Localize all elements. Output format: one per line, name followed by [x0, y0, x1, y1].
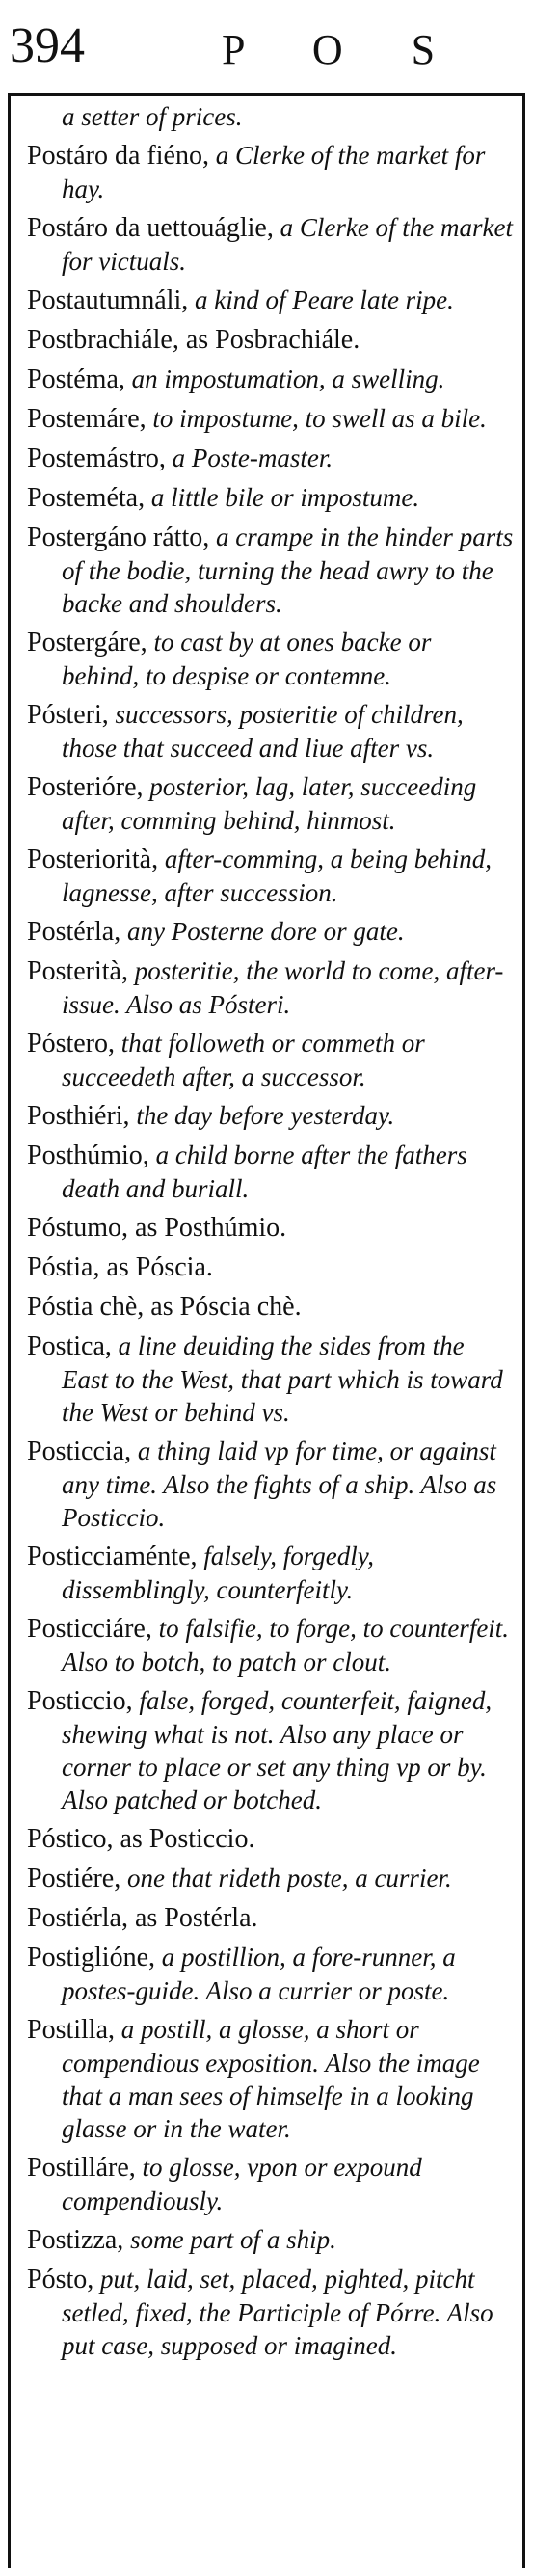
dictionary-entry	[27, 915, 514, 949]
dictionary-entry	[27, 211, 514, 278]
entry-definition: after-comming, a being behind, lagnesse, after succession.	[62, 845, 492, 907]
dictionary-entry	[27, 402, 514, 436]
dictionary-entry	[27, 698, 514, 765]
dictionary-entry	[27, 1862, 514, 1895]
entry-headword: Posthiéri,	[27, 1101, 130, 1131]
dictionary-entry	[27, 1901, 514, 1935]
entry-headword: Posticcio,	[27, 1686, 133, 1716]
entry-definition: a thing laid vp for time, or against any time. Also the fights of a ship. Also as Posticcio.	[62, 1436, 497, 1532]
dictionary-entry	[27, 770, 514, 837]
entry-headword: Postemáre,	[27, 404, 147, 434]
entry-headword: Postilláre,	[27, 2153, 136, 2183]
right-rule	[522, 93, 525, 2568]
entry-headword: Postéma,	[27, 364, 125, 394]
entry-headword: Posterità,	[27, 956, 128, 986]
dictionary-entry	[27, 1250, 514, 1284]
page-number: 394	[10, 18, 85, 73]
entry-definition: an impostumation, a swelling.	[124, 364, 445, 393]
entry-definition: a postillion, a fore-runner, a postes-guide. Also a currier or poste.	[62, 1943, 456, 2005]
dictionary-entry	[27, 1329, 514, 1429]
entry-definition: a Clerke of the market for victuals.	[62, 213, 514, 276]
entry-definition: a setter of prices.	[62, 102, 243, 131]
dictionary-entry	[27, 1435, 514, 1534]
dictionary-entries	[27, 100, 514, 2566]
dictionary-entry	[27, 2263, 514, 2362]
dictionary-entry	[27, 442, 514, 475]
entry-headword: Posteriorità,	[27, 845, 159, 874]
dictionary-entry	[27, 362, 514, 396]
dictionary-entry	[27, 481, 514, 515]
entry-definition: that followeth or commeth or succeedeth after, a successor.	[62, 1029, 425, 1091]
dictionary-entry	[27, 1290, 514, 1324]
entry-headword: Posterióre,	[27, 772, 144, 802]
dictionary-entry	[27, 1612, 514, 1678]
entry-definition: to impostume, to swell as a bile.	[146, 404, 487, 433]
dictionary-entry	[27, 626, 514, 692]
entry-headword: Póstia, as Póscia.	[27, 1252, 213, 1282]
dictionary-entry	[27, 1822, 514, 1856]
entry-definition: false, forged, counterfeit, faigned, shewing what is not. Also any place or corner to place or set any thing vp or by. Also patched or botched.	[62, 1686, 493, 1814]
entry-headword: Postérla,	[27, 917, 121, 947]
dictionary-entry	[27, 1941, 514, 2007]
entry-headword: Postemástro,	[27, 443, 166, 473]
dictionary-entry	[27, 843, 514, 909]
entry-definition: to falsifie, to forge, to counterfeit. Also to botch, to patch or clout.	[62, 1614, 510, 1677]
entry-definition: a line deuiding the sides from the East to the West, that part which is toward the West or behind vs.	[62, 1331, 503, 1427]
entry-definition: put, laid, set, placed, pighted, pitcht setled, fixed, the Participle of Pórre. Also put case, supposed or imagined.	[62, 2265, 493, 2360]
entry-headword: Póstero,	[27, 1029, 115, 1059]
running-head: P O S	[222, 26, 465, 73]
dictionary-entry	[27, 1211, 514, 1245]
entry-headword: Postáro da uettouáglie,	[27, 213, 274, 243]
entry-headword: Posticciáre,	[27, 1614, 152, 1644]
entry-definition: to cast by at ones backe or behind, to despise or contemne.	[62, 628, 432, 690]
dictionary-entry	[27, 323, 514, 357]
entry-definition: a Poste-master.	[165, 443, 333, 472]
entry-headword: Postizza,	[27, 2225, 124, 2255]
entry-headword: Póstico, as Posticcio.	[27, 1824, 255, 1854]
dictionary-entry	[27, 139, 514, 205]
entry-definition: one that rideth poste, a currier.	[120, 1864, 452, 1892]
entry-headword: Postiérla, as Postérla.	[27, 1903, 258, 1933]
entry-definition: a kind of Peare late ripe.	[188, 285, 454, 314]
entry-definition: a crampe in the hinder parts of the bodie, turning the head awry to the backe and shoulders.	[62, 523, 514, 618]
entry-headword: Póstia chè, as Póscia chè.	[27, 1292, 302, 1322]
dictionary-entry	[27, 2151, 514, 2217]
entry-headword: Posteméta,	[27, 483, 146, 513]
dictionary-entry	[27, 521, 514, 620]
left-rule	[8, 93, 11, 2568]
entry-headword: Postergáno rátto,	[27, 523, 210, 552]
entry-definition: posteritie, the world to come, after-issue. Also as Pósteri.	[62, 956, 504, 1019]
dictionary-entry	[27, 2013, 514, 2145]
entry-definition: a child borne after the fathers death and buriall.	[62, 1140, 467, 1203]
entry-definition: a postill, a glosse, a short or compendious exposition. Also the image that a man sees of himselfe in a looking glasse or in the water.	[62, 2015, 480, 2143]
entry-definition: successors, posteritie of children, those that succeed and liue after vs.	[62, 700, 464, 763]
entry-headword: Postautumnáli,	[27, 285, 189, 315]
entry-definition: a little bile or impostume.	[145, 483, 420, 512]
dictionary-entry	[27, 2223, 514, 2257]
dictionary-entry	[27, 1099, 514, 1133]
dictionary-entry	[27, 1540, 514, 1606]
entry-definition: the day before yesterday.	[129, 1101, 395, 1130]
dictionary-entry	[27, 1027, 514, 1093]
entry-headword: Póstumo, as Posthúmio.	[27, 1213, 287, 1243]
entry-definition: a Clerke of the market for hay.	[62, 141, 486, 203]
entry-headword: Postica,	[27, 1331, 112, 1361]
entry-headword: Postáro da fiéno,	[27, 141, 209, 171]
entry-headword: Postbrachiále, as Posbrachiále.	[27, 325, 360, 355]
entry-headword: Postilla,	[27, 2015, 116, 2045]
dictionary-entry	[27, 100, 514, 133]
entry-definition: any Posterne dore or gate.	[120, 917, 405, 946]
entry-definition: to glosse, vpon or expound compendiously.	[62, 2153, 422, 2215]
dictionary-entry	[27, 954, 514, 1021]
entry-definition: falsely, forgedly, dissemblingly, counterfeitly.	[62, 1542, 374, 1604]
top-rule	[8, 93, 525, 96]
dictionary-entry	[27, 1139, 514, 1205]
entry-headword: Posthúmio,	[27, 1140, 149, 1170]
entry-headword: Posticciaménte,	[27, 1542, 198, 1571]
entry-headword: Posticcia,	[27, 1436, 132, 1466]
entry-headword: Postiglióne,	[27, 1943, 156, 1972]
entry-headword: Postiére,	[27, 1864, 121, 1893]
dictionary-entry	[27, 1684, 514, 1816]
entry-headword: Postergáre,	[27, 628, 147, 657]
entry-headword: Pósto,	[27, 2265, 94, 2294]
entry-headword: Pósteri,	[27, 700, 109, 730]
entry-definition: posterior, lag, later, succeeding after, comming behind, hinmost.	[62, 772, 477, 835]
dictionary-entry	[27, 283, 514, 317]
entry-definition: some part of a ship.	[123, 2225, 336, 2254]
